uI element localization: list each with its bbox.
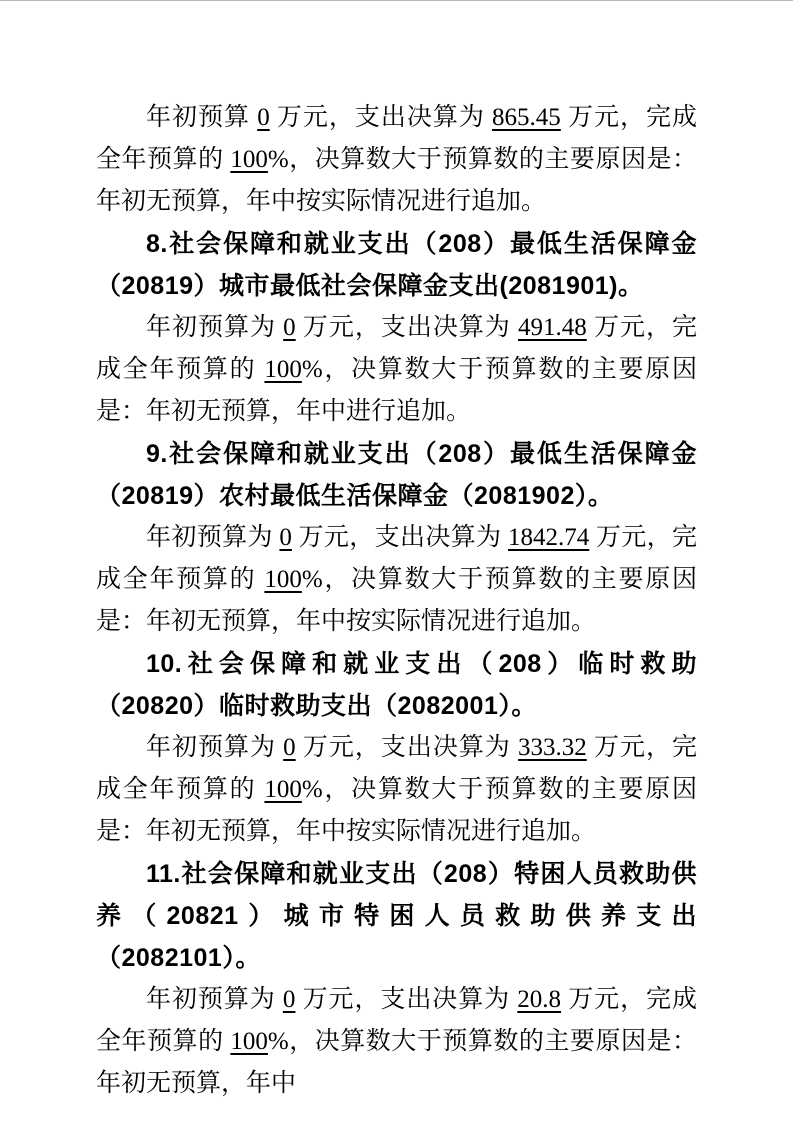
underlined-budget-value: 100 (230, 146, 268, 173)
text-run: 万元，完成全年预算的 (96, 314, 697, 383)
underlined-budget-value: 100 (230, 1028, 268, 1055)
section-heading (96, 223, 697, 307)
underlined-budget-value: 100 (264, 776, 302, 803)
underlined-budget-value: 0 (257, 104, 270, 131)
underlined-budget-value: 0 (283, 734, 296, 761)
underlined-budget-value: 491.48 (518, 314, 587, 341)
text-run: 年初预算为 (146, 524, 280, 551)
text-run: %，决算数大于预算数的主要原因是：年初无预算，年中按实际情况进行追加。 (96, 146, 697, 215)
text-run: 年初预算 (146, 104, 258, 131)
underlined-budget-value: 20.8 (517, 986, 562, 1013)
budget-paragraph (96, 517, 697, 643)
underlined-budget-value: 100 (264, 356, 302, 383)
underlined-budget-value: 100 (264, 566, 302, 593)
underlined-budget-value: 333.32 (518, 734, 587, 761)
text-run: 万元，支出决算为 (295, 734, 519, 761)
budget-paragraph (96, 979, 697, 1105)
text-run: 万元，完成全年预算的 (96, 986, 697, 1055)
underlined-budget-value: 0 (283, 314, 296, 341)
text-run: 万元，完成全年预算的 (96, 734, 697, 803)
text-run: %，决算数大于预算数的主要原因是：年初无预算，年中 (96, 1028, 697, 1097)
text-run: 万元，支出决算为 (295, 986, 518, 1013)
section-heading (96, 643, 697, 727)
text-run: 8.社会保障和就业支出（208）最低生活保障金（20819）城市最低社会保障金支出(2081901)。 (96, 230, 697, 300)
text-run: 年初预算为 (146, 734, 284, 761)
text-run: %，决算数大于预算数的主要原因是：年初无预算，年中进行追加。 (96, 356, 697, 425)
text-run: 年初预算为 (146, 314, 284, 341)
text-run: 万元，完成全年预算的 (96, 524, 697, 593)
budget-paragraph (96, 97, 697, 223)
budget-paragraph (96, 307, 697, 433)
section-heading (96, 853, 697, 979)
underlined-budget-value: 0 (282, 986, 296, 1013)
text-run: 年初预算为 (146, 986, 283, 1013)
text-run: 11.社会保障和就业支出（208）特困人员救助供养（20821）城市特困人员救助供养支出（2082101）。 (96, 860, 697, 972)
underlined-budget-value: 865.45 (492, 104, 561, 131)
text-run: %，决算数大于预算数的主要原因是：年初无预算，年中按实际情况进行追加。 (96, 776, 697, 845)
text-run: 万元，支出决算为 (295, 314, 519, 341)
text-run: 万元，完成全年预算的 (96, 104, 697, 173)
text-run: %，决算数大于预算数的主要原因是：年初无预算，年中按实际情况进行追加。 (96, 566, 697, 635)
budget-paragraph (96, 727, 697, 853)
underlined-budget-value: 1842.74 (508, 524, 590, 551)
text-run: 万元，支出决算为 (269, 104, 493, 131)
underlined-budget-value: 0 (279, 524, 292, 551)
text-run: 9.社会保障和就业支出（208）最低生活保障金（20819）农村最低生活保障金（2081902）。 (96, 440, 697, 510)
section-heading (96, 433, 697, 517)
text-run: 10.社会保障和就业支出（208）临时救助（20820）临时救助支出（2082001）。 (96, 650, 697, 720)
document-body (96, 97, 697, 1105)
text-run: 万元，支出决算为 (291, 524, 509, 551)
